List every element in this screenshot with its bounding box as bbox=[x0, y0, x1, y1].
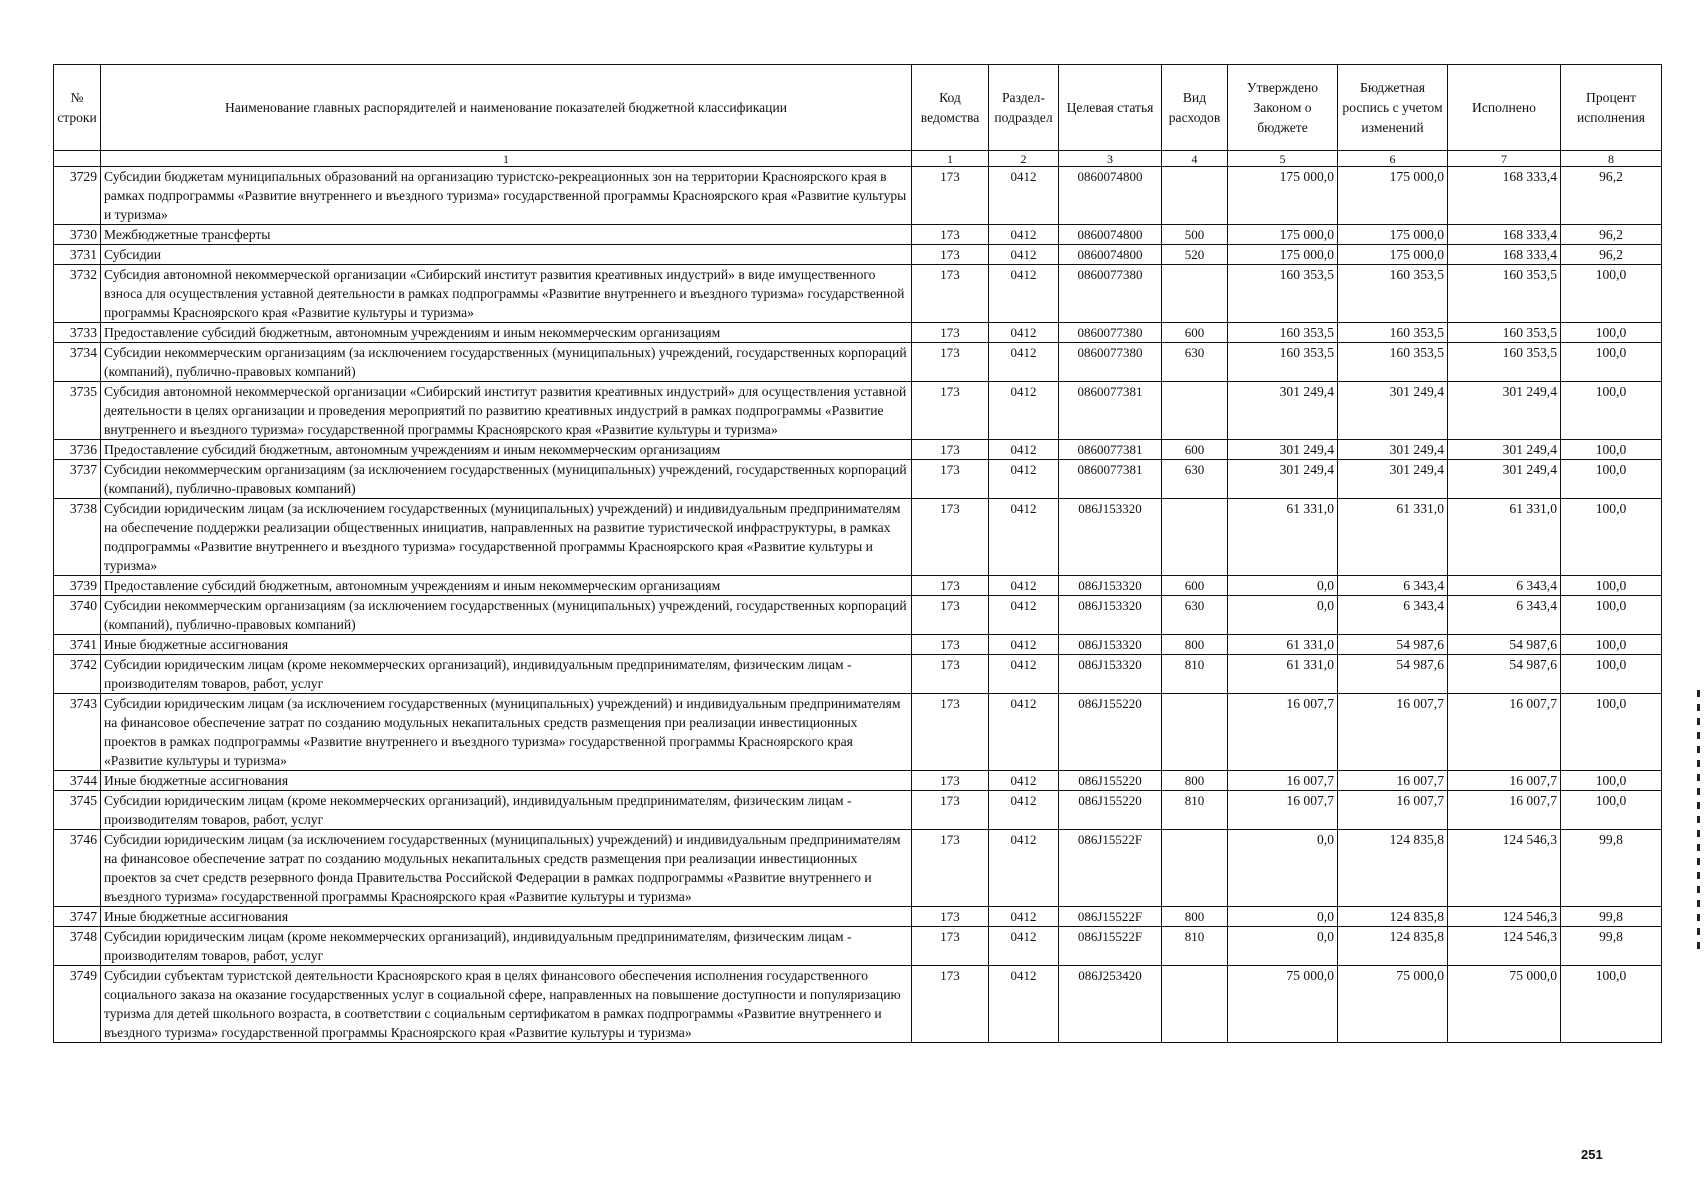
execution-percent: 100,0 bbox=[1561, 635, 1662, 655]
execution-percent: 100,0 bbox=[1561, 343, 1662, 382]
table-row bbox=[54, 791, 1662, 830]
execution-percent: 100,0 bbox=[1561, 791, 1662, 830]
row-name: Иные бюджетные ассигнования bbox=[101, 771, 912, 791]
row-number: 3739 bbox=[54, 576, 101, 596]
header-name: Наименование главных распорядителей и наименование показателей бюджетной классификации bbox=[101, 65, 912, 151]
table-row bbox=[54, 499, 1662, 576]
budget-list-amount: 124 835,8 bbox=[1338, 830, 1448, 907]
section-code: 0412 bbox=[989, 771, 1059, 791]
section-code: 0412 bbox=[989, 167, 1059, 225]
expense-type-code bbox=[1162, 382, 1228, 440]
section-code: 0412 bbox=[989, 343, 1059, 382]
header-row-no: № строки bbox=[54, 65, 101, 151]
approved-amount: 175 000,0 bbox=[1228, 167, 1338, 225]
section-code: 0412 bbox=[989, 694, 1059, 771]
budget-list-amount: 61 331,0 bbox=[1338, 499, 1448, 576]
budget-list-amount: 75 000,0 bbox=[1338, 966, 1448, 1043]
dept-code: 173 bbox=[912, 791, 989, 830]
section-code: 0412 bbox=[989, 499, 1059, 576]
expense-type-code: 800 bbox=[1162, 635, 1228, 655]
table-row bbox=[54, 245, 1662, 265]
table-row bbox=[54, 927, 1662, 966]
budget-list-amount: 16 007,7 bbox=[1338, 791, 1448, 830]
expense-type-code: 600 bbox=[1162, 323, 1228, 343]
execution-percent: 100,0 bbox=[1561, 576, 1662, 596]
executed-amount: 301 249,4 bbox=[1448, 382, 1561, 440]
expense-type-code: 600 bbox=[1162, 576, 1228, 596]
executed-amount: 124 546,3 bbox=[1448, 830, 1561, 907]
row-name: Субсидии некоммерческим организациям (за исключением государственных (муниципальных) учреждений, государственных корпораций (компаний), публично-правовых компаний) bbox=[101, 596, 912, 635]
dept-code: 173 bbox=[912, 440, 989, 460]
section-code: 0412 bbox=[989, 323, 1059, 343]
row-name: Субсидии юридическим лицам (кроме некоммерческих организаций), индивидуальным предпринимателям, физическим лицам - производителям товаров, работ, услуг bbox=[101, 927, 912, 966]
header-row bbox=[54, 65, 1662, 151]
execution-percent: 100,0 bbox=[1561, 323, 1662, 343]
table-row bbox=[54, 771, 1662, 791]
column-number: 5 bbox=[1228, 151, 1338, 167]
table-row bbox=[54, 830, 1662, 907]
executed-amount: 124 546,3 bbox=[1448, 927, 1561, 966]
expense-type-code bbox=[1162, 499, 1228, 576]
row-name: Субсидии бюджетам муниципальных образований на организацию туристско-рекреационных зон на территории Красноярского края в рамках подпрограммы «Развитие внутреннего и въездного туризма» государственной программы Красноярского края «Развитие культуры и туризма» bbox=[101, 167, 912, 225]
approved-amount: 301 249,4 bbox=[1228, 440, 1338, 460]
executed-amount: 160 353,5 bbox=[1448, 343, 1561, 382]
section-code: 0412 bbox=[989, 382, 1059, 440]
dept-code: 173 bbox=[912, 245, 989, 265]
row-number: 3746 bbox=[54, 830, 101, 907]
expense-type-code bbox=[1162, 265, 1228, 323]
execution-percent: 100,0 bbox=[1561, 440, 1662, 460]
budget-list-amount: 160 353,5 bbox=[1338, 265, 1448, 323]
row-name: Иные бюджетные ассигнования bbox=[101, 907, 912, 927]
approved-amount: 160 353,5 bbox=[1228, 343, 1338, 382]
budget-list-amount: 301 249,4 bbox=[1338, 382, 1448, 440]
approved-amount: 61 331,0 bbox=[1228, 655, 1338, 694]
row-name: Субсидии юридическим лицам (кроме некоммерческих организаций), индивидуальным предпринимателям, физическим лицам - производителям товаров, работ, услуг bbox=[101, 791, 912, 830]
budget-table-sheet bbox=[53, 64, 1661, 1043]
executed-amount: 124 546,3 bbox=[1448, 907, 1561, 927]
row-number: 3731 bbox=[54, 245, 101, 265]
row-number: 3734 bbox=[54, 343, 101, 382]
dept-code: 173 bbox=[912, 694, 989, 771]
execution-percent: 100,0 bbox=[1561, 460, 1662, 499]
target-code: 086J253420 bbox=[1059, 966, 1162, 1043]
budget-list-amount: 124 835,8 bbox=[1338, 927, 1448, 966]
budget-list-amount: 6 343,4 bbox=[1338, 576, 1448, 596]
executed-amount: 301 249,4 bbox=[1448, 440, 1561, 460]
row-name: Субсидия автономной некоммерческой организации «Сибирский институт развития креативных индустрий» в виде имущественного взноса для осуществления уставной деятельности в рамках подпрограммы «Развитие внутреннего и въездного туризма» государственной программы Красноярского края «Развитие культуры и туризма» bbox=[101, 265, 912, 323]
row-name: Субсидии юридическим лицам (кроме некоммерческих организаций), индивидуальным предпринимателям, физическим лицам - производителям товаров, работ, услуг bbox=[101, 655, 912, 694]
dept-code: 173 bbox=[912, 460, 989, 499]
budget-list-amount: 160 353,5 bbox=[1338, 343, 1448, 382]
approved-amount: 0,0 bbox=[1228, 907, 1338, 927]
dept-code: 173 bbox=[912, 225, 989, 245]
row-number: 3748 bbox=[54, 927, 101, 966]
column-number: 1 bbox=[912, 151, 989, 167]
expense-type-code: 630 bbox=[1162, 596, 1228, 635]
row-number: 3733 bbox=[54, 323, 101, 343]
section-code: 0412 bbox=[989, 635, 1059, 655]
section-code: 0412 bbox=[989, 907, 1059, 927]
row-number: 3743 bbox=[54, 694, 101, 771]
approved-amount: 16 007,7 bbox=[1228, 771, 1338, 791]
budget-list-amount: 301 249,4 bbox=[1338, 440, 1448, 460]
approved-amount: 160 353,5 bbox=[1228, 323, 1338, 343]
approved-amount: 61 331,0 bbox=[1228, 499, 1338, 576]
table-row bbox=[54, 694, 1662, 771]
dept-code: 173 bbox=[912, 596, 989, 635]
execution-percent: 96,2 bbox=[1561, 245, 1662, 265]
execution-percent: 99,8 bbox=[1561, 927, 1662, 966]
section-code: 0412 bbox=[989, 225, 1059, 245]
table-row bbox=[54, 440, 1662, 460]
execution-percent: 99,8 bbox=[1561, 907, 1662, 927]
section-code: 0412 bbox=[989, 460, 1059, 499]
column-number: 8 bbox=[1561, 151, 1662, 167]
row-name: Субсидии bbox=[101, 245, 912, 265]
row-number: 3732 bbox=[54, 265, 101, 323]
row-name: Субсидии юридическим лицам (за исключением государственных (муниципальных) учреждений) и индивидуальным предпринимателям на финансовое обеспечение затрат по созданию модульных некапитальных средств размещения при реализации инвестиционных проектов в рамках подпрограммы «Развитие внутреннего и въездного туризма» государственной программы Красноярского края «Развитие культуры и туризма» bbox=[101, 694, 912, 771]
expense-type-code: 600 bbox=[1162, 440, 1228, 460]
dept-code: 173 bbox=[912, 907, 989, 927]
row-name: Субсидии некоммерческим организациям (за исключением государственных (муниципальных) учреждений, государственных корпораций (компаний), публично-правовых компаний) bbox=[101, 343, 912, 382]
expense-type-code: 630 bbox=[1162, 343, 1228, 382]
executed-amount: 6 343,4 bbox=[1448, 576, 1561, 596]
executed-amount: 168 333,4 bbox=[1448, 167, 1561, 225]
section-code: 0412 bbox=[989, 791, 1059, 830]
expense-type-code bbox=[1162, 966, 1228, 1043]
row-name: Субсидии юридическим лицам (за исключением государственных (муниципальных) учреждений) и индивидуальным предпринимателям на обеспечение поддержки реализации общественных инициатив, направленных на развитие туристической инфраструктуры, в рамках подпрограммы «Развитие внутреннего и въездного туризма» государственной программы Красноярского края «Развитие культуры и туризма» bbox=[101, 499, 912, 576]
approved-amount: 16 007,7 bbox=[1228, 694, 1338, 771]
table-row bbox=[54, 635, 1662, 655]
execution-percent: 100,0 bbox=[1561, 966, 1662, 1043]
approved-amount: 175 000,0 bbox=[1228, 245, 1338, 265]
executed-amount: 16 007,7 bbox=[1448, 694, 1561, 771]
dept-code: 173 bbox=[912, 927, 989, 966]
execution-percent: 100,0 bbox=[1561, 771, 1662, 791]
approved-amount: 0,0 bbox=[1228, 830, 1338, 907]
executed-amount: 61 331,0 bbox=[1448, 499, 1561, 576]
row-name: Предоставление субсидий бюджетным, автономным учреждениям и иным некоммерческим организациям bbox=[101, 440, 912, 460]
table-row bbox=[54, 576, 1662, 596]
execution-percent: 100,0 bbox=[1561, 265, 1662, 323]
section-code: 0412 bbox=[989, 596, 1059, 635]
table-row bbox=[54, 596, 1662, 635]
page-number: 251 bbox=[1581, 1147, 1603, 1162]
target-code: 0860077381 bbox=[1059, 440, 1162, 460]
budget-list-amount: 16 007,7 bbox=[1338, 771, 1448, 791]
dept-code: 173 bbox=[912, 655, 989, 694]
header-percent: Процент исполнения bbox=[1561, 65, 1662, 151]
target-code: 0860077380 bbox=[1059, 265, 1162, 323]
row-number: 3741 bbox=[54, 635, 101, 655]
dept-code: 173 bbox=[912, 576, 989, 596]
dept-code: 173 bbox=[912, 635, 989, 655]
executed-amount: 75 000,0 bbox=[1448, 966, 1561, 1043]
section-code: 0412 bbox=[989, 245, 1059, 265]
target-code: 086J15522F bbox=[1059, 907, 1162, 927]
section-code: 0412 bbox=[989, 927, 1059, 966]
row-number: 3747 bbox=[54, 907, 101, 927]
dept-code: 173 bbox=[912, 265, 989, 323]
target-code: 0860074800 bbox=[1059, 245, 1162, 265]
dept-code: 173 bbox=[912, 382, 989, 440]
executed-amount: 168 333,4 bbox=[1448, 225, 1561, 245]
executed-amount: 160 353,5 bbox=[1448, 265, 1561, 323]
target-code: 086J15522F bbox=[1059, 830, 1162, 907]
row-name: Иные бюджетные ассигнования bbox=[101, 635, 912, 655]
header-budget-list: Бюджетная роспись с учетом изменений bbox=[1338, 65, 1448, 151]
column-number: 6 bbox=[1338, 151, 1448, 167]
table-row bbox=[54, 265, 1662, 323]
dept-code: 173 bbox=[912, 499, 989, 576]
target-code: 0860077380 bbox=[1059, 343, 1162, 382]
section-code: 0412 bbox=[989, 830, 1059, 907]
table-row bbox=[54, 655, 1662, 694]
executed-amount: 301 249,4 bbox=[1448, 460, 1561, 499]
execution-percent: 100,0 bbox=[1561, 499, 1662, 576]
header-target: Целевая статья bbox=[1059, 65, 1162, 151]
target-code: 086J155220 bbox=[1059, 791, 1162, 830]
column-number: 2 bbox=[989, 151, 1059, 167]
scan-edge-mark bbox=[1697, 690, 1700, 950]
table-row bbox=[54, 966, 1662, 1043]
target-code: 0860077381 bbox=[1059, 382, 1162, 440]
row-number: 3737 bbox=[54, 460, 101, 499]
row-number: 3736 bbox=[54, 440, 101, 460]
section-code: 0412 bbox=[989, 265, 1059, 323]
target-code: 086J153320 bbox=[1059, 655, 1162, 694]
approved-amount: 75 000,0 bbox=[1228, 966, 1338, 1043]
table-row bbox=[54, 167, 1662, 225]
execution-percent: 99,8 bbox=[1561, 830, 1662, 907]
target-code: 086J153320 bbox=[1059, 499, 1162, 576]
budget-list-amount: 54 987,6 bbox=[1338, 655, 1448, 694]
approved-amount: 61 331,0 bbox=[1228, 635, 1338, 655]
approved-amount: 0,0 bbox=[1228, 927, 1338, 966]
executed-amount: 16 007,7 bbox=[1448, 771, 1561, 791]
table-body bbox=[54, 167, 1662, 1043]
target-code: 0860077381 bbox=[1059, 460, 1162, 499]
approved-amount: 175 000,0 bbox=[1228, 225, 1338, 245]
expense-type-code: 500 bbox=[1162, 225, 1228, 245]
column-number: 4 bbox=[1162, 151, 1228, 167]
target-code: 086J155220 bbox=[1059, 771, 1162, 791]
section-code: 0412 bbox=[989, 576, 1059, 596]
executed-amount: 6 343,4 bbox=[1448, 596, 1561, 635]
target-code: 086J153320 bbox=[1059, 596, 1162, 635]
dept-code: 173 bbox=[912, 830, 989, 907]
approved-amount: 301 249,4 bbox=[1228, 382, 1338, 440]
row-name: Межбюджетные трансферты bbox=[101, 225, 912, 245]
row-number: 3744 bbox=[54, 771, 101, 791]
executed-amount: 16 007,7 bbox=[1448, 791, 1561, 830]
column-number: 1 bbox=[101, 151, 912, 167]
executed-amount: 54 987,6 bbox=[1448, 635, 1561, 655]
row-number: 3742 bbox=[54, 655, 101, 694]
expense-type-code: 800 bbox=[1162, 771, 1228, 791]
expense-type-code: 520 bbox=[1162, 245, 1228, 265]
row-name: Субсидии субъектам туристской деятельности Красноярского края в целях финансового обеспечения исполнения государственного социального заказа на оказание государственных услуг в социальной сфере, направленных на повышение доступности и популяризацию туризма для детей школьного возраста, в соответствии с социальным сертификатом в рамках подпрограммы «Развитие внутреннего и въездного туризма» государственной программы Красноярского края «Развитие культуры и туризма» bbox=[101, 966, 912, 1043]
expense-type-code bbox=[1162, 830, 1228, 907]
header-dept-code: Код ведомства bbox=[912, 65, 989, 151]
execution-percent: 100,0 bbox=[1561, 596, 1662, 635]
target-code: 0860077380 bbox=[1059, 323, 1162, 343]
column-number: 3 bbox=[1059, 151, 1162, 167]
section-code: 0412 bbox=[989, 966, 1059, 1043]
table-row bbox=[54, 460, 1662, 499]
approved-amount: 0,0 bbox=[1228, 596, 1338, 635]
executed-amount: 168 333,4 bbox=[1448, 245, 1561, 265]
expense-type-code: 800 bbox=[1162, 907, 1228, 927]
target-code: 086J155220 bbox=[1059, 694, 1162, 771]
target-code: 086J15522F bbox=[1059, 927, 1162, 966]
table-row bbox=[54, 343, 1662, 382]
table-row bbox=[54, 323, 1662, 343]
row-number: 3749 bbox=[54, 966, 101, 1043]
row-number: 3745 bbox=[54, 791, 101, 830]
table-row bbox=[54, 907, 1662, 927]
section-code: 0412 bbox=[989, 655, 1059, 694]
execution-percent: 96,2 bbox=[1561, 225, 1662, 245]
budget-list-amount: 160 353,5 bbox=[1338, 323, 1448, 343]
row-number: 3740 bbox=[54, 596, 101, 635]
budget-list-amount: 6 343,4 bbox=[1338, 596, 1448, 635]
budget-list-amount: 124 835,8 bbox=[1338, 907, 1448, 927]
execution-percent: 100,0 bbox=[1561, 655, 1662, 694]
row-number: 3738 bbox=[54, 499, 101, 576]
expense-type-code bbox=[1162, 167, 1228, 225]
budget-list-amount: 301 249,4 bbox=[1338, 460, 1448, 499]
execution-percent: 100,0 bbox=[1561, 694, 1662, 771]
row-name: Субсидии юридическим лицам (за исключением государственных (муниципальных) учреждений) и индивидуальным предпринимателям на финансовое обеспечение затрат по созданию модульных некапитальных средств размещения при реализации инвестиционных проектов за счет средств резервного фонда Правительства Российской Федерации в рамках подпрограммы «Развитие внутреннего и въездного туризма» государственной программы Красноярского края «Развитие культуры и туризма» bbox=[101, 830, 912, 907]
target-code: 0860074800 bbox=[1059, 225, 1162, 245]
expense-type-code: 630 bbox=[1162, 460, 1228, 499]
dept-code: 173 bbox=[912, 966, 989, 1043]
dept-code: 173 bbox=[912, 167, 989, 225]
expense-type-code: 810 bbox=[1162, 655, 1228, 694]
approved-amount: 16 007,7 bbox=[1228, 791, 1338, 830]
table-row bbox=[54, 382, 1662, 440]
row-number: 3730 bbox=[54, 225, 101, 245]
execution-percent: 100,0 bbox=[1561, 382, 1662, 440]
approved-amount: 160 353,5 bbox=[1228, 265, 1338, 323]
budget-list-amount: 54 987,6 bbox=[1338, 635, 1448, 655]
execution-percent: 96,2 bbox=[1561, 167, 1662, 225]
header-section: Раздел-подраздел bbox=[989, 65, 1059, 151]
section-code: 0412 bbox=[989, 440, 1059, 460]
row-name: Субсидия автономной некоммерческой организации «Сибирский институт развития креативных индустрий» для осуществления уставной деятельности в целях организации и проведения мероприятий по развитию креативных индустрий в рамках подпрограммы «Развитие внутреннего и въездного туризма» государственной программы Красноярского края «Развитие культуры и туризма» bbox=[101, 382, 912, 440]
row-name: Субсидии некоммерческим организациям (за исключением государственных (муниципальных) учреждений, государственных корпораций (компаний), публично-правовых компаний) bbox=[101, 460, 912, 499]
table-row bbox=[54, 225, 1662, 245]
row-name: Предоставление субсидий бюджетным, автономным учреждениям и иным некоммерческим организациям bbox=[101, 323, 912, 343]
budget-table bbox=[53, 64, 1662, 1043]
row-number: 3729 bbox=[54, 167, 101, 225]
budget-list-amount: 175 000,0 bbox=[1338, 245, 1448, 265]
executed-amount: 160 353,5 bbox=[1448, 323, 1561, 343]
row-number: 3735 bbox=[54, 382, 101, 440]
dept-code: 173 bbox=[912, 343, 989, 382]
budget-list-amount: 175 000,0 bbox=[1338, 167, 1448, 225]
expense-type-code bbox=[1162, 694, 1228, 771]
budget-list-amount: 16 007,7 bbox=[1338, 694, 1448, 771]
approved-amount: 0,0 bbox=[1228, 576, 1338, 596]
budget-list-amount: 175 000,0 bbox=[1338, 225, 1448, 245]
approved-amount: 301 249,4 bbox=[1228, 460, 1338, 499]
column-number: 7 bbox=[1448, 151, 1561, 167]
dept-code: 173 bbox=[912, 771, 989, 791]
header-executed: Исполнено bbox=[1448, 65, 1561, 151]
column-number bbox=[54, 151, 101, 167]
row-name: Предоставление субсидий бюджетным, автономным учреждениям и иным некоммерческим организациям bbox=[101, 576, 912, 596]
target-code: 086J153320 bbox=[1059, 635, 1162, 655]
expense-type-code: 810 bbox=[1162, 791, 1228, 830]
target-code: 086J153320 bbox=[1059, 576, 1162, 596]
header-approved: Утверждено Законом о бюджете bbox=[1228, 65, 1338, 151]
target-code: 0860074800 bbox=[1059, 167, 1162, 225]
column-number-row bbox=[54, 151, 1662, 167]
expense-type-code: 810 bbox=[1162, 927, 1228, 966]
dept-code: 173 bbox=[912, 323, 989, 343]
executed-amount: 54 987,6 bbox=[1448, 655, 1561, 694]
header-expense-type: Вид расходов bbox=[1162, 65, 1228, 151]
